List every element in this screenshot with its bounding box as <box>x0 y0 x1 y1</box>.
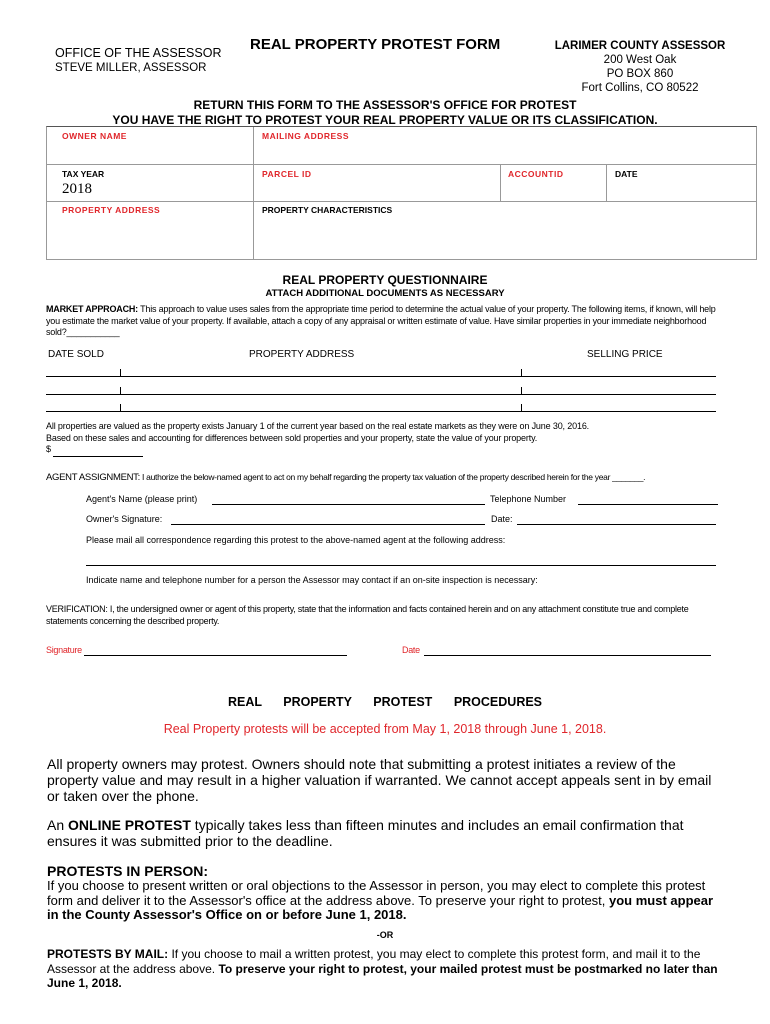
property-address-label: PROPERTY ADDRESS <box>62 205 161 215</box>
owner-date-label: Date: <box>491 514 513 524</box>
mailing-address-field[interactable] <box>256 143 753 163</box>
office-name: OFFICE OF THE ASSESSOR <box>55 46 222 60</box>
mailing-address-label: MAILING ADDRESS <box>262 131 349 141</box>
owner-signature-field[interactable] <box>171 524 485 525</box>
sales-col-sep <box>521 404 522 412</box>
procedures-word: PROCEDURES <box>453 695 543 709</box>
procedures-title <box>0 695 770 709</box>
office-block <box>55 46 221 76</box>
agent-address-field[interactable] <box>86 565 716 566</box>
agent-assignment-label: AGENT ASSIGNMENT: <box>46 472 140 483</box>
address-line-3: Fort Collins, CO 80522 <box>581 82 699 94</box>
form-title: REAL PROPERTY PROTEST FORM <box>250 36 501 53</box>
inspection-contact: Indicate name and telephone number for a person the Assessor may contact if an on-site inspection is necessary: <box>86 575 538 585</box>
sales-col-sep <box>521 387 522 395</box>
grid-divider <box>253 165 254 201</box>
by-mail-paragraph <box>47 947 719 991</box>
property-characteristics-field[interactable] <box>256 218 753 256</box>
agent-name-field[interactable] <box>212 504 485 505</box>
right-to-protest: YOU HAVE THE RIGHT TO PROTEST YOUR REAL PROPERTY VALUE OR ITS CLASSIFICATION. <box>112 113 658 127</box>
by-mail-deadline: To preserve your right to protest, your mailed protest must be postmarked no later than June 1, 2018. <box>47 961 718 990</box>
selling-price-header: SELLING PRICE <box>587 349 663 360</box>
owner-signature-label: Owner's Signature: <box>86 514 163 524</box>
sales-col-sep <box>120 369 121 377</box>
parcel-id-field[interactable] <box>256 180 498 200</box>
agent-assignment-text: I authorize the below-named agent to act on my behalf regarding the property tax valuation of the property described herein for the year _______. <box>139 472 646 482</box>
online-protest-term: ONLINE PROTEST <box>68 817 191 833</box>
address-line-1: 200 West Oak <box>603 54 677 66</box>
owner-date-field[interactable] <box>517 524 716 525</box>
market-approach-text: This approach to value uses sales from the appropriate time period to determine the actual value of your property. The following items, if known, will help you estimate the market value of your property. If available, attach a copy of any appraisal or written estimate of value. Have similar properties in your immediate neighborhood sold?___________ <box>46 304 716 337</box>
grid-divider <box>253 127 254 164</box>
sales-address-header: PROPERTY ADDRESS <box>249 349 355 360</box>
agent-assignment <box>46 472 746 484</box>
sales-row-line[interactable] <box>46 411 716 412</box>
date-label: DATE <box>615 169 638 179</box>
procedures-word: PROTEST <box>373 695 433 709</box>
valuation-line-2: Based on these sales and accounting for differences between sold properties and your property, state the value of your property. <box>46 432 538 443</box>
date-sold-header: DATE SOLD <box>48 349 104 360</box>
account-id-field[interactable] <box>503 180 604 200</box>
grid-divider <box>606 165 607 201</box>
address-line-2: PO BOX 860 <box>606 68 674 80</box>
grid-divider <box>46 201 756 202</box>
date-field[interactable] <box>609 180 753 200</box>
all-owners-paragraph: All property owners may protest. Owners should note that submitting a protest initiates a review of the property value and may result in a higher valuation if warranted. We cannot accept appeals sent in by email or taken over the phone. <box>47 756 712 804</box>
dollar-sign: $ <box>46 444 51 454</box>
return-instruction: RETURN THIS FORM TO THE ASSESSOR'S OFFICE FOR PROTEST <box>193 98 577 112</box>
mail-correspondence: Please mail all correspondence regarding this protest to the above-named agent at the following address: <box>86 535 506 545</box>
market-approach-label: MARKET APPROACH: <box>46 304 138 314</box>
property-value-field[interactable] <box>53 456 143 457</box>
valuation-line-1: All properties are valued as the property exists January 1 of the current year based on the real estate markets as they were on June 30, 2016. <box>46 421 590 431</box>
agent-name-label: Agent's Name (please print) <box>86 494 198 504</box>
procedures-word: REAL <box>227 695 262 709</box>
telephone-label: Telephone Number <box>490 494 567 504</box>
grid-divider <box>500 165 501 201</box>
sales-row-line[interactable] <box>46 376 716 377</box>
by-mail-text: If you choose to mail a written protest, you may elect to complete this protest form, and mail it to the Assessor at the address above. <box>47 947 701 976</box>
in-person-text: If you choose to present written or oral objections to the Assessor in person, you may elect to complete this protest form and deliver it to the Assessor's office at the address above. To preserve your right to protest, <box>47 878 706 908</box>
county-name: LARIMER COUNTY ASSESSOR <box>554 40 726 52</box>
signature-date-field[interactable] <box>424 655 711 656</box>
sales-table <box>46 366 716 416</box>
in-person-paragraph <box>47 879 719 923</box>
telephone-field[interactable] <box>578 504 718 505</box>
sales-row-line[interactable] <box>46 394 716 395</box>
account-id-label: ACCOUNTID <box>508 169 564 179</box>
grid-divider <box>46 164 756 165</box>
owner-name-label: OWNER NAME <box>62 131 127 141</box>
sales-col-sep <box>120 404 121 412</box>
procedures-word: PROPERTY <box>283 695 352 709</box>
market-approach <box>46 304 718 339</box>
owner-name-field[interactable] <box>48 143 251 163</box>
in-person-title: PROTESTS IN PERSON: <box>47 863 209 879</box>
online-rest: typically takes less than fifteen minutes and includes an email confirmation that ensures it was submitted prior to the deadline. <box>47 817 684 849</box>
by-mail-title: PROTESTS BY MAIL: <box>47 947 169 961</box>
property-address-field[interactable] <box>48 218 251 256</box>
parcel-id-label: PARCEL ID <box>262 169 312 179</box>
verification: VERIFICATION: I, the undersigned owner or agent of this property, state that the information and facts contained herein and on any attachment constitute true and complete statements concerning the described property. <box>46 604 689 626</box>
online-lead: An <box>47 817 69 833</box>
in-person-deadline: you must appear in the County Assessor's Office on or before June 1, 2018. <box>47 892 714 922</box>
assessor-name: STEVE MILLER, ASSESSOR <box>55 62 207 74</box>
questionnaire-subtitle: ATTACH ADDITIONAL DOCUMENTS AS NECESSARY <box>265 288 505 299</box>
valuation-note <box>46 421 736 456</box>
sales-col-sep <box>120 387 121 395</box>
sales-col-sep <box>521 369 522 377</box>
tax-year-field[interactable]: 2018 <box>62 181 92 197</box>
county-address <box>540 39 740 95</box>
signature-field[interactable] <box>84 655 347 656</box>
or-separator: -OR <box>376 930 394 940</box>
grid-divider <box>253 202 254 259</box>
signature-label: Signature <box>46 645 82 655</box>
protest-dates: Real Property protests will be accepted from May 1, 2018 through June 1, 2018. <box>163 722 607 736</box>
signature-date-label: Date <box>402 645 420 655</box>
property-characteristics-label: PROPERTY CHARACTERISTICS <box>262 205 393 215</box>
questionnaire-title: REAL PROPERTY QUESTIONNAIRE <box>282 273 488 287</box>
online-protest-paragraph <box>47 817 697 849</box>
tax-year-label: TAX YEAR <box>62 169 105 179</box>
